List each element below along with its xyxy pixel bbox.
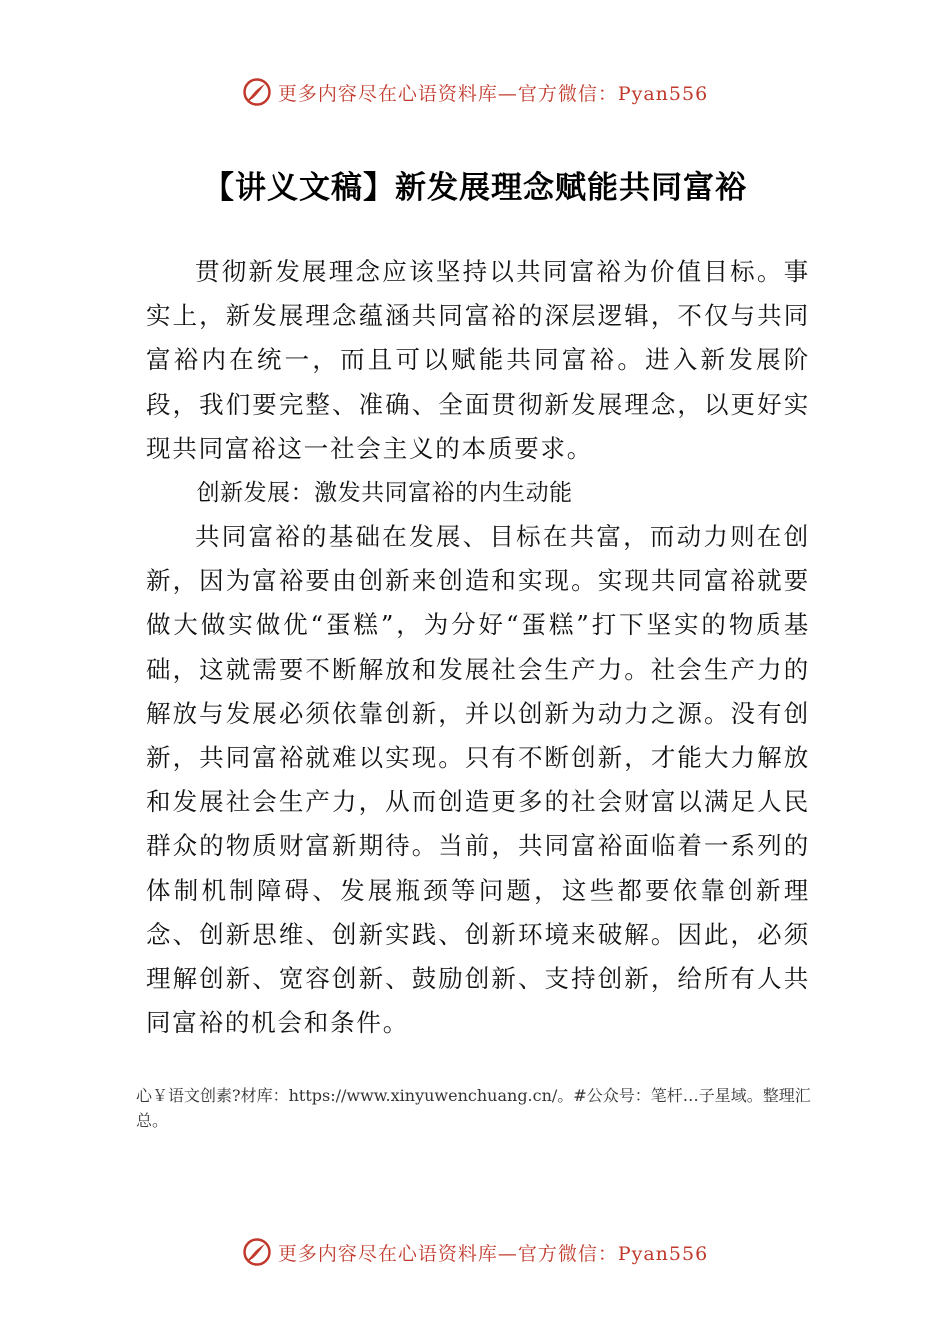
section-paragraph: 共同富裕的基础在发展、目标在共富，而动力则在创新，因为富裕要由创新来创造和实现。实现共同富裕就要做大做实做优“蛋糕”，为分好“蛋糕”打下坚实的物质基础，这就需要不断解放和发展社会生产力。社会生产力的解放与发展必须依靠创新，并以创新为动力之源。没有创新，共同富裕就难以实现。只有不断创新，才能大力解放和发展社会生产力，从而创造更多的社会财富以满足人民群众的物质财富新期待。当前，共同富裕面临着一系列的体制机制障碍、发展瓶颈等问题，这些都要依靠创新理念、创新思维、创新实践、创新环境来破解。因此，必须理解创新、宽容创新、鼓励创新、支持创新，给所有人共同富裕的机会和条件。 (146, 522, 810, 1038)
pen-leaf-logo-icon (242, 77, 272, 107)
pen-leaf-logo-icon (242, 1237, 272, 1267)
document-body (146, 250, 810, 1045)
source-footnote: 心￥语文创素?材库：https://www.xinyuwenchuang.cn/。#公众号：笔杆…子星域。整理汇总。 (136, 1086, 811, 1130)
intro-paragraph: 贯彻新发展理念应该坚持以共同富裕为价值目标。事实上，新发展理念蕴涵共同富裕的深层逻辑，不仅与共同富裕内在统一，而且可以赋能共同富裕。进入新发展阶段，我们要完整、准确、全面贯彻新发展理念，以更好实现共同富裕这一社会主义的本质要求。 (146, 257, 810, 463)
footer-banner (0, 1232, 950, 1272)
footer-banner-text: 更多内容尽在心语资料库—官方微信：Pyan556 (277, 1242, 709, 1265)
section-heading: 创新发展：激发共同富裕的内生动能 (196, 480, 573, 507)
header-banner-text: 更多内容尽在心语资料库—官方微信：Pyan556 (277, 82, 709, 105)
document-title: 【讲义文稿】新发展理念赋能共同富裕 (203, 170, 747, 206)
header-banner (0, 72, 950, 112)
